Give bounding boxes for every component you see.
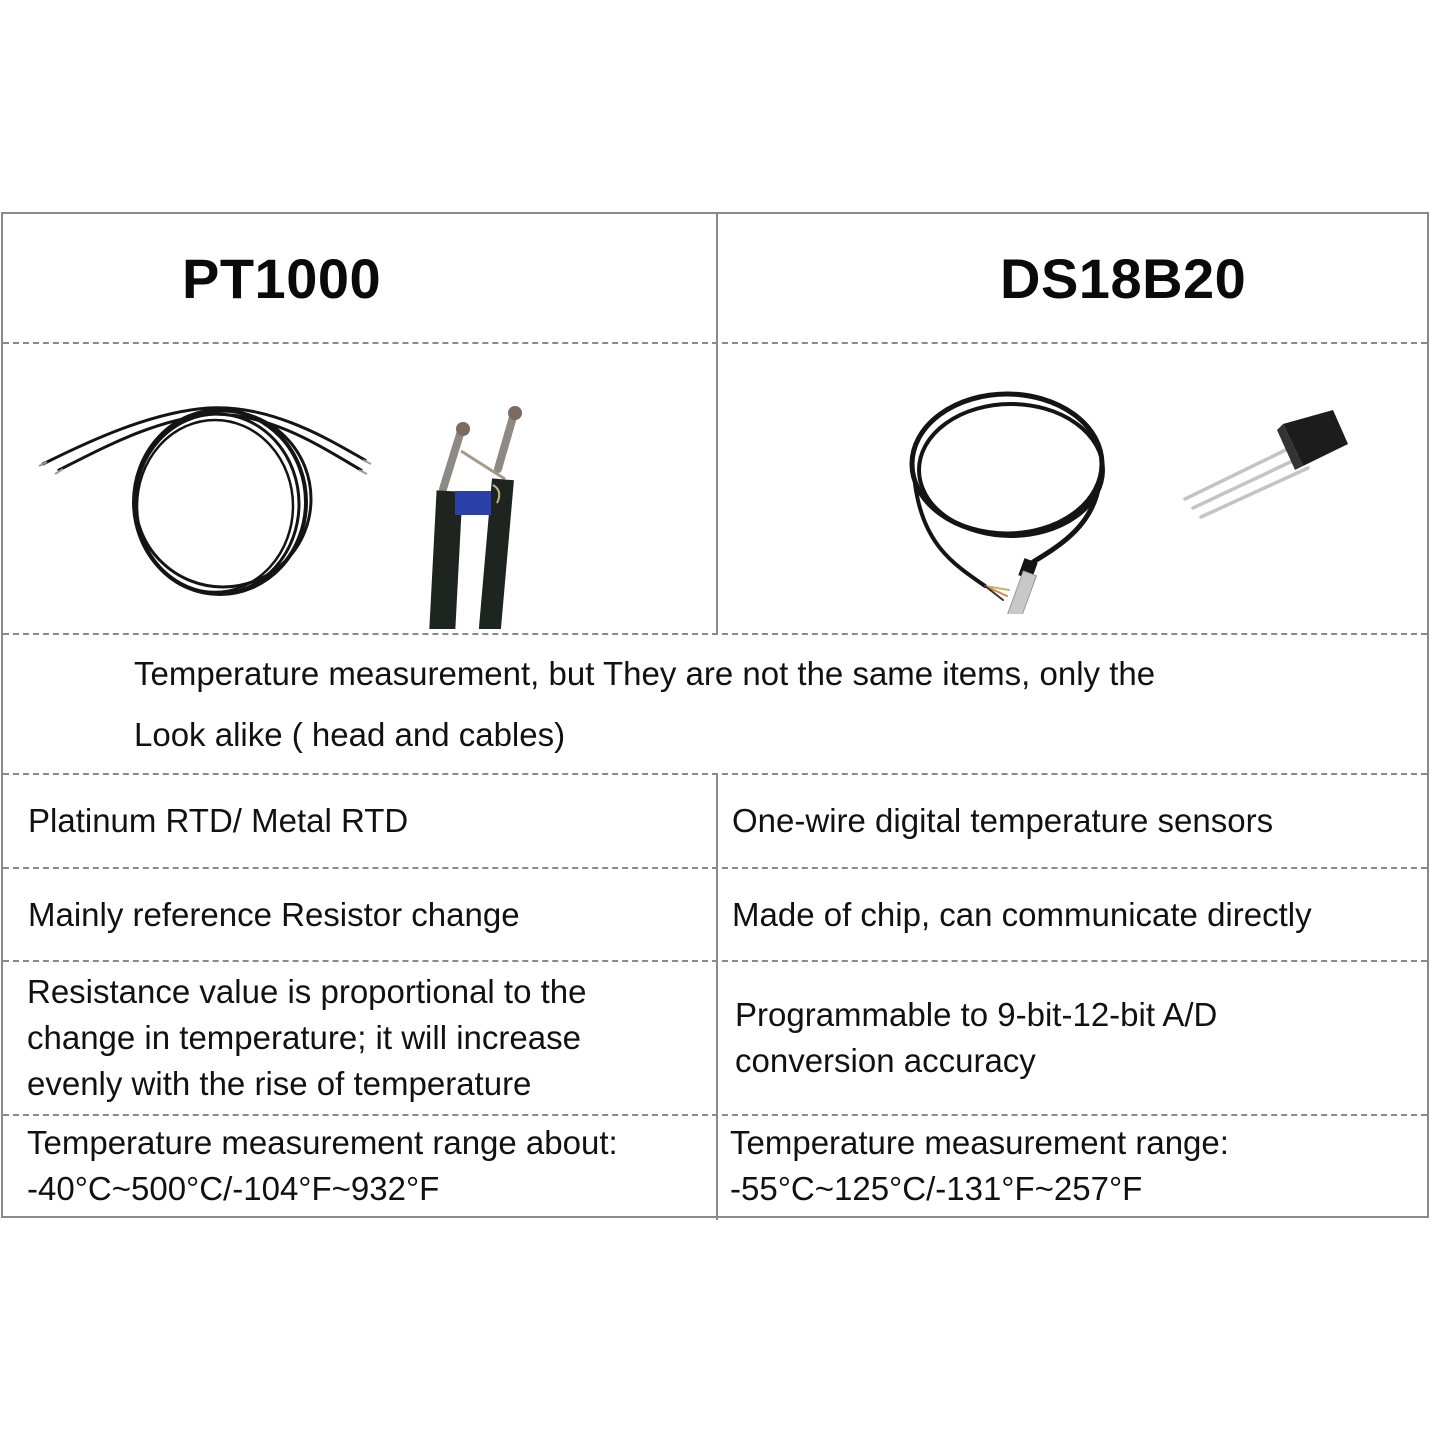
pt1000-detail-line: evenly with the rise of temperature [27,1065,532,1102]
row-principle-left [3,869,716,960]
row-range-left [3,1116,716,1216]
ds18b20-range-label: Temperature measurement range: [730,1124,1229,1161]
pt1000-detail-line: Resistance value is proportional to the [27,973,587,1010]
pt1000-principle: Mainly reference Resistor change [28,895,520,933]
ds18b20-range-value: -55°C~125°C/-131°F~257°F [730,1170,1143,1207]
pt1000-probe-head-icon [413,399,533,629]
header-cell-ds18b20 [718,214,1429,342]
column-title-pt1000: PT1000 [182,246,382,310]
ds18b20-to92-chip-icon [1173,404,1353,544]
ds18b20-waterproof-probe-icon [903,364,1143,614]
ds18b20-type: One-wire digital temperature sensors [732,802,1274,839]
row-range-right [718,1116,1429,1216]
image-cell-ds18b20 [718,344,1429,633]
ds18b20-detail-line: Programmable to 9-bit-12-bit A/D [735,996,1218,1033]
pt1000-detail-line: change in temperature; it will increase [27,1019,581,1056]
row-type-right [718,775,1429,867]
note-line-1: Temperature measurement, but They are not the same items, only the [134,655,1156,692]
row-principle-right [718,869,1429,960]
note-cell [3,635,1427,773]
pt1000-range-value: -40°C~500°C/-104°F~932°F [27,1170,440,1207]
ds18b20-principle: Made of chip, can communicate directly [732,895,1312,933]
column-title-ds18b20: DS18B20 [1000,246,1247,310]
note-line-2: Look alike ( head and cables) [134,716,566,753]
header-cell-pt1000 [3,214,716,342]
image-cell-pt1000 [3,344,716,633]
row-detail-right [718,962,1429,1114]
ds18b20-detail-line: conversion accuracy [735,1042,1036,1079]
pt1000-coiled-cable-icon [3,344,716,633]
row-detail-left [3,962,716,1114]
row-type-left [3,775,716,867]
pt1000-range-label: Temperature measurement range about: [27,1124,618,1161]
comparison-table [1,212,1429,1218]
pt1000-type: Platinum RTD/ Metal RTD [28,802,409,839]
